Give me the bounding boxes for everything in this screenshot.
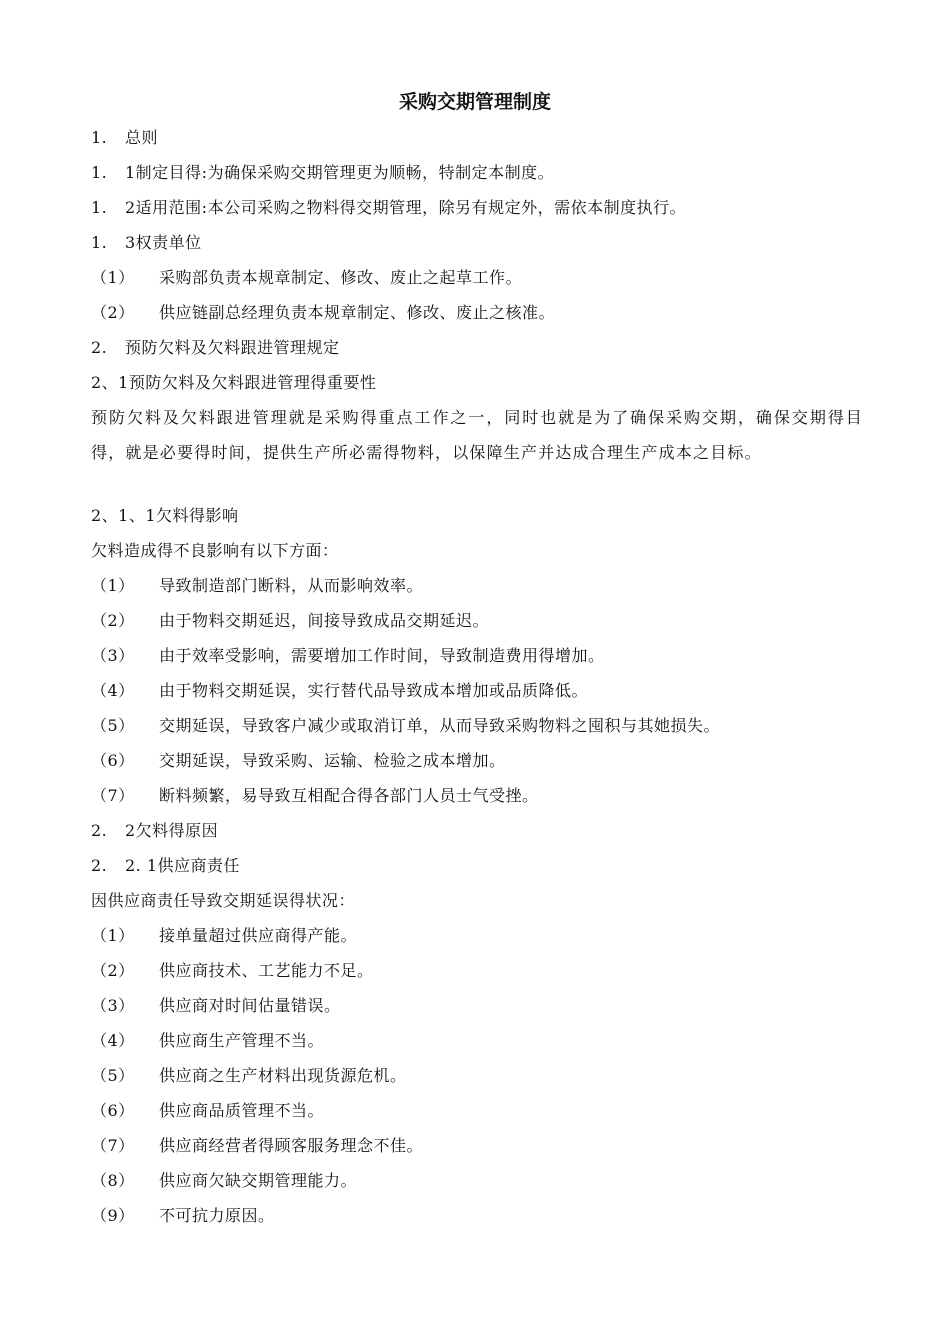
text-line [91,1167,863,1202]
line-text: 供应商欠缺交期管理能力。 [159,1171,358,1190]
text-line [91,1062,863,1097]
list-index: （5） [91,716,135,735]
list-index: （2） [91,611,135,630]
line-text: 2. 1供应商责任 [125,856,241,875]
list-index: （3） [91,646,135,665]
line-text: 预防欠料及欠料跟进管理规定 [125,338,340,357]
line-text: 断料频繁，易导致互相配合得各部门人员士气受挫。 [159,786,539,805]
list-index: （6） [91,1101,135,1120]
line-text: 交期延误，导致采购、运输、检验之成本增加。 [159,751,506,770]
text-line [91,369,863,404]
text-line [91,957,863,992]
text-line [91,887,863,922]
line-text: 供应商技术、工艺能力不足。 [159,961,374,980]
text-line [91,992,863,1027]
text-line [91,159,863,194]
list-index: （5） [91,1066,135,1085]
text-line [91,817,863,852]
text-line [91,194,863,229]
line-text: 采购部负责本规章制定、修改、废止之起草工作。 [159,268,523,287]
section-number: 2. [91,856,108,875]
section-number: 1. [91,163,108,182]
section-number: 2. [91,338,108,357]
text-line [91,572,863,607]
text-line [91,677,863,712]
line-text: 供应商生产管理不当。 [159,1031,325,1050]
line-text: 因供应商责任导致交期延误得状况： [91,891,356,910]
line-text: 供应商经营者得顾客服务理念不佳。 [159,1136,424,1155]
list-index: （2） [91,961,135,980]
line-text: 交期延误，导致客户减少或取消订单，从而导致采购物料之囤积与其她损失。 [159,716,721,735]
list-index: （8） [91,1171,135,1190]
text-line [91,1202,863,1237]
line-text: 由于效率受影响，需要增加工作时间，导致制造费用得增加。 [159,646,605,665]
text-line [91,852,863,887]
text-line [91,229,863,264]
list-index: （7） [91,786,135,805]
text-line [91,1027,863,1062]
line-text: 2欠料得原因 [125,821,219,840]
list-index: （2） [91,303,135,322]
line-text: 2、1、1欠料得影响 [91,506,239,525]
text-line [91,264,863,299]
list-index: （3） [91,996,135,1015]
text-line [91,607,863,642]
list-index: （1） [91,576,135,595]
section-number: 2. [91,821,108,840]
list-index: （1） [91,268,135,287]
document-body [91,124,863,1237]
body-paragraph: 预防欠料及欠料跟进管理就是采购得重点工作之一，同时也就是为了确保采购交期，确保交期得目得，就是必要得时间，提供生产所必需得物料，以保障生产并达成合理生产成本之目标。 [91,408,863,462]
text-line [91,334,863,369]
text-line [91,124,863,159]
section-number: 1. [91,233,108,252]
line-text: 2适用范围:本公司采购之物料得交期管理，除另有规定外，需依本制度执行。 [125,198,687,217]
line-text: 供应商之生产材料出现货源危机。 [159,1066,407,1085]
text-line [91,299,863,334]
text-line [91,1132,863,1167]
list-index: （4） [91,681,135,700]
text-line [91,502,863,537]
section-number: 1. [91,198,108,217]
line-text: 不可抗力原因。 [159,1206,275,1225]
list-index: （6） [91,751,135,770]
text-line [91,922,863,957]
line-text: 1制定目得:为确保采购交期管理更为顺畅，特制定本制度。 [125,163,555,182]
list-index: （4） [91,1031,135,1050]
list-index: （9） [91,1206,135,1225]
line-text: 由于物料交期延迟，间接导致成品交期延迟。 [159,611,490,630]
line-text: 接单量超过供应商得产能。 [159,926,358,945]
line-text: 3权责单位 [125,233,202,252]
document-title: 采购交期管理制度 [398,91,551,113]
section-lines-b [91,502,863,1237]
list-index: （1） [91,926,135,945]
text-line [91,642,863,677]
line-text: 总则 [125,128,159,147]
line-text: 供应链副总经理负责本规章制定、修改、废止之核准。 [159,303,556,322]
text-line [91,1097,863,1132]
line-text: 导致制造部门断料，从而影响效率。 [159,576,424,595]
line-text: 由于物料交期延误，实行替代品导致成本增加或品质降低。 [159,681,589,700]
line-text: 供应商品质管理不当。 [159,1101,325,1120]
line-text: 欠料造成得不良影响有以下方面： [91,541,339,560]
text-line [91,747,863,782]
list-index: （7） [91,1136,135,1155]
text-line [91,782,863,817]
line-text: 供应商对时间估量错误。 [159,996,341,1015]
line-text: 2、1预防欠料及欠料跟进管理得重要性 [91,373,377,392]
text-line [91,712,863,747]
section-number: 1. [91,128,108,147]
section-lines-a [91,124,863,404]
text-line [91,537,863,572]
